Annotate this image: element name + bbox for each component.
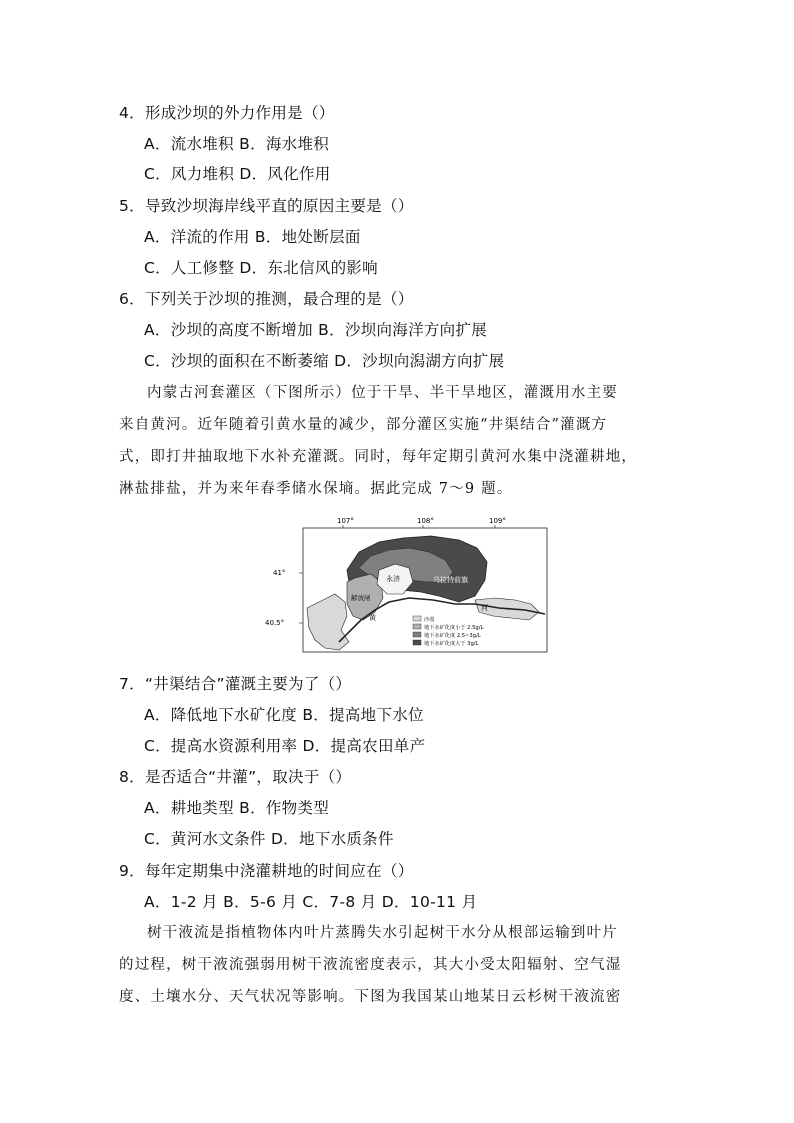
question-8-options-row-1: A．耕地类型 B．作物类型 bbox=[144, 799, 330, 817]
question-4-stem: 4．形成沙坝的外力作用是（） bbox=[119, 104, 335, 122]
legend-swatch-desert bbox=[413, 616, 421, 621]
legend-label-desert: 沙漠 bbox=[424, 617, 435, 623]
legend-swatch-high bbox=[413, 640, 421, 645]
hetao-irrigation-map bbox=[263, 512, 553, 664]
label-jiefangzha: 解放闸 bbox=[351, 594, 371, 602]
passage-1-line-4: 淋盐排盐，并为来年春季储水保墒。据此完成 7～9 题。 bbox=[119, 481, 513, 497]
passage-1-line-1: 内蒙古河套灌区（下图所示）位于干旱、半干旱地区，灌溉用水主要 bbox=[147, 385, 618, 401]
question-6-options-row-2: C．沙坝的面积在不断萎缩 D．沙坝向潟湖方向扩展 bbox=[144, 352, 505, 370]
passage-2-line-1: 树干液流是指植物体内叶片蒸腾失水引起树干水分从根部运输到叶片 bbox=[147, 925, 618, 941]
question-6-stem: 6．下列关于沙坝的推测，最合理的是（） bbox=[119, 290, 414, 308]
legend-label-high: 地下水矿化度大于 3g/L bbox=[424, 641, 479, 647]
label-wulate: 乌拉特前旗 bbox=[433, 576, 468, 584]
question-4-options-row-1: A．流水堆积 B．海水堆积 bbox=[144, 135, 330, 153]
lat-label-41: 41° bbox=[273, 569, 286, 577]
legend-swatch-mid bbox=[413, 632, 421, 637]
legend-swatch-low bbox=[413, 624, 421, 629]
question-6-options-row-1: A．沙坝的高度不断增加 B．沙坝向海洋方向扩展 bbox=[144, 321, 488, 339]
question-9-options-row-1: A．1-2 月 B．5-6 月 C．7-8 月 D．10-11 月 bbox=[144, 893, 478, 911]
legend-label-mid: 地下水矿化度 2.5~3g/L bbox=[424, 633, 481, 639]
passage-2-line-3: 度、土壤水分、天气状况等影响。下图为我国某山地某日云杉树干液流密 bbox=[119, 989, 622, 1005]
question-5-options-row-2: C．人工修整 D．东北信风的影响 bbox=[144, 259, 378, 277]
question-7-stem: 7．“井渠结合”灌溉主要为了（） bbox=[119, 675, 352, 693]
question-7-options-row-2: C．提高水资源利用率 D．提高农田单产 bbox=[144, 737, 426, 755]
lat-label-40-5: 40.5° bbox=[265, 619, 285, 627]
lon-label-107: 107° bbox=[337, 517, 354, 525]
label-huang: 黄 bbox=[369, 614, 376, 622]
question-7-options-row-1: A．降低地下水矿化度 B．提高地下水位 bbox=[144, 706, 424, 724]
question-8-stem: 8．是否适合“井灌”，取决于（） bbox=[119, 768, 352, 786]
question-9-stem: 9．每年定期集中浇灌耕地的时间应在（） bbox=[119, 862, 414, 880]
question-5-options-row-1: A．洋流的作用 B．地处断层面 bbox=[144, 228, 361, 246]
passage-2-line-2: 的过程，树干液流强弱用树干液流密度表示，其大小受太阳辐射、空气湿 bbox=[119, 957, 622, 973]
lon-label-109: 109° bbox=[489, 517, 506, 525]
passage-1-line-2: 来自黄河。近年随着引黄水量的减少，部分灌区实施“井渠结合”灌溉方 bbox=[119, 417, 608, 433]
question-4-options-row-2: C．风力堆积 D．风化作用 bbox=[144, 165, 331, 183]
question-5-stem: 5．导致沙坝海岸线平直的原因主要是（） bbox=[119, 197, 414, 215]
question-8-options-row-2: C．黄河水文条件 D．地下水质条件 bbox=[144, 830, 394, 848]
legend-label-low: 地下水矿化度小于 2.5g/L bbox=[424, 625, 484, 631]
passage-1-line-3: 式，即打井抽取地下水补充灌溉。同时，每年定期引黄河水集中浇灌耕地， bbox=[119, 449, 638, 465]
label-he: 河 bbox=[481, 604, 488, 612]
lon-label-108: 108° bbox=[417, 517, 434, 525]
label-yongji: 永济 bbox=[386, 575, 400, 583]
